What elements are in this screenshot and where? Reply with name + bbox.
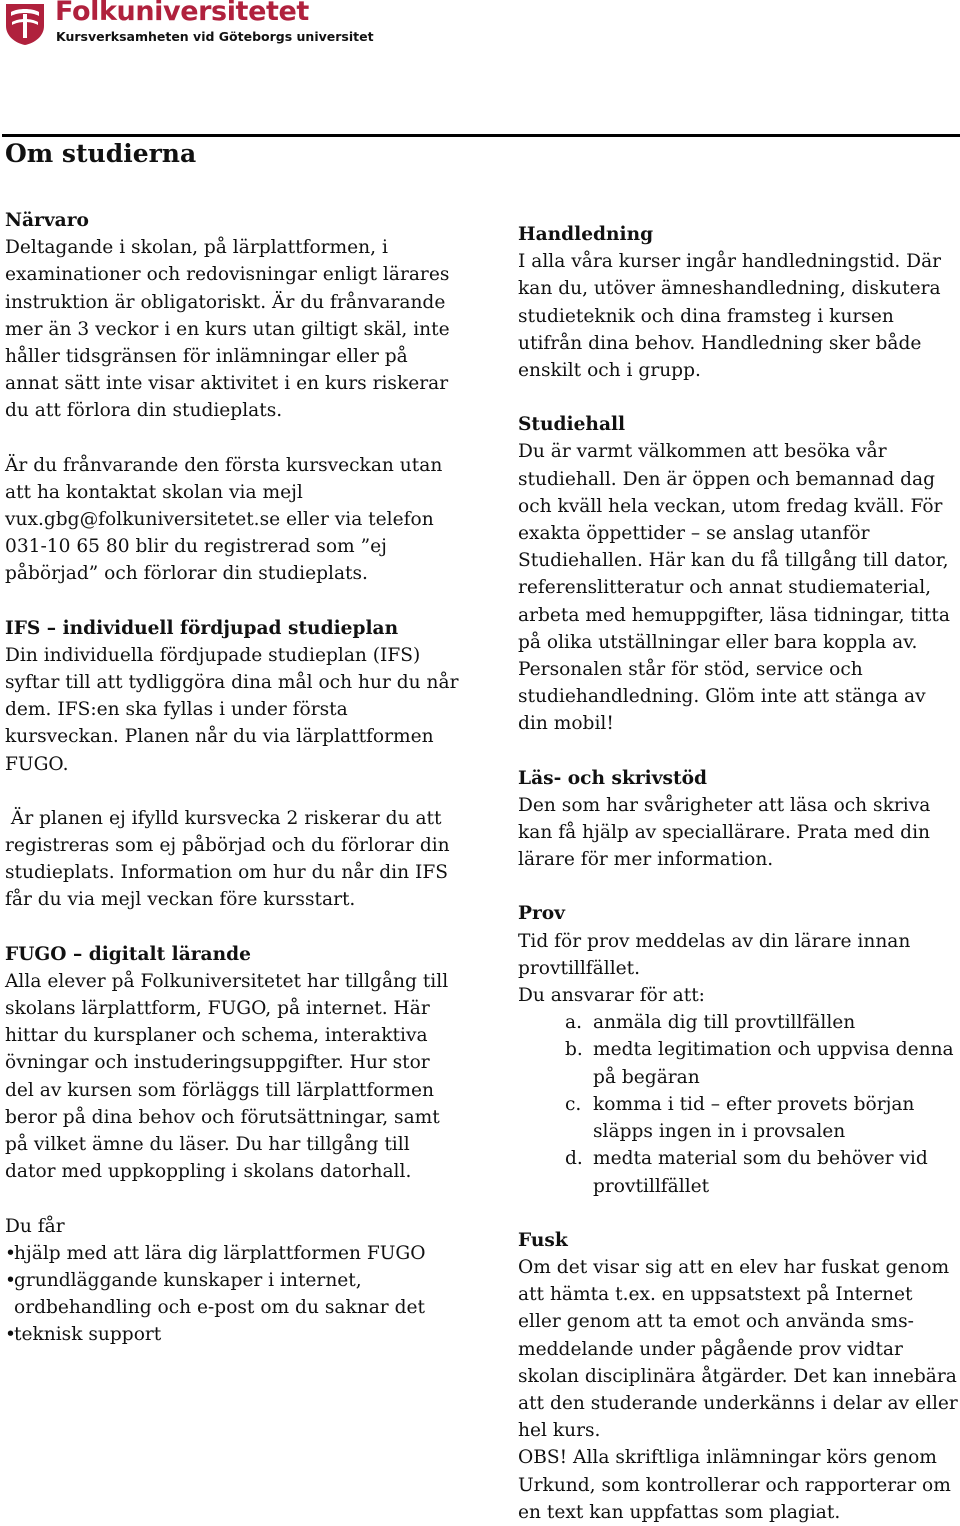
- section-heading-handledning: Handledning: [518, 224, 654, 245]
- section-heading-fusk: Fusk: [518, 1229, 568, 1251]
- fusk-paragraph-2: OBS! Alla skriftliga inlämningar körs genom Urkund, som kontrollerar och rapporterar om en text kan uppfattas som plagiat.: [518, 1447, 951, 1523]
- prov-paragraph-2: Du ansvarar för att:: [518, 985, 705, 1007]
- list-marker: b.: [565, 1039, 583, 1061]
- section-heading-prov: Prov: [518, 903, 565, 925]
- ifs-paragraph-1: Din individuella fördjupade studieplan (IFS) syftar till att tydliggöra dina mål och hur du når dem. IFS:en ska fyllas i under första kursveckan. Planen når du via lärplattformen FUGO.: [5, 644, 459, 775]
- list-marker: c.: [565, 1093, 582, 1115]
- narvaro-paragraph-2: Är du frånvarande den första kursveckan utan att ha kontaktat skolan via mejl vux.gbg@folkuniversitetet.se eller via telefon 031-10 65 80 blir du registrerad som ”ej påbörjad” och förlorar din studieplats.: [5, 454, 443, 585]
- left-column: [5, 207, 460, 1349]
- ifs-paragraph-2: Är planen ej ifylld kursvecka 2 riskerar du att registreras som ej påbörjad och du förlorar din studieplats. Information om hur du når din IFS får du via mejl veckan före kursstart.: [5, 807, 456, 911]
- list-marker: d.: [565, 1148, 583, 1170]
- fusk-paragraph-1: Om det visar sig att en elev har fuskat genom att hämta t.ex. en uppsatstext på Internet eller genom att ta emot och använda sms-meddelande under pågående prov vidtar skolan disciplinära åtgärder. Det kan innebära att den studerande underkänns i delar av eller hel kurs.: [518, 1256, 958, 1442]
- section-fugo: [5, 941, 460, 1349]
- list-marker: a.: [565, 1012, 582, 1034]
- list-item: • hjälp med att lära dig lärplattformen FUGO: [5, 1240, 460, 1267]
- section-narvaro: [5, 207, 460, 588]
- fugo-bullet-list: [5, 1240, 460, 1349]
- section-heading-fugo: FUGO – digitalt lärande: [5, 943, 251, 965]
- section-studiehall: [518, 411, 958, 737]
- section-heading-studiehall: Studiehall: [518, 414, 626, 436]
- list-item: a. anmäla dig till provtillfällen: [518, 1009, 958, 1036]
- section-heading-narvaro: Närvaro: [5, 210, 89, 231]
- prov-paragraph-1: Tid för prov meddelas av din lärare innan provtillfället.: [518, 930, 911, 979]
- las-skrivstod-paragraph: Den som har svårigheter att läsa och skriva kan få hjälp av speciallärare. Prata med din lärare för mer information.: [518, 794, 931, 871]
- list-item: d. medta material som du behöver vid provtillfället: [518, 1145, 958, 1199]
- section-ifs: [5, 615, 460, 914]
- section-las-skrivstod: [518, 765, 958, 874]
- bullet-icon: •: [5, 1242, 16, 1264]
- list-item: b. medta legitimation och uppvisa denna på begäran: [518, 1036, 958, 1090]
- list-item: • teknisk support: [5, 1321, 460, 1348]
- section-prov: [518, 900, 958, 1199]
- section-handledning: [518, 221, 958, 384]
- folkuniversitetet-logo-icon: [2, 0, 48, 46]
- studiehall-paragraph: Du är varmt välkommen att besöka vår studiehall. Den är öppen och bemannad dag och kväll hela veckan, utom fredag kväll. För exakta öppettider – se anslag utanför Studiehallen. Här kan du få tillgång till dator, referenslitteratur och annat studiematerial, arbeta med hemuppgifter, läsa tidningar, titta på olika utställningar eller bara koppla av. Personalen står för stöd, service och studiehandledning. Glöm inte att stänga av din mobil!: [518, 441, 950, 735]
- bullet-icon: •: [5, 1269, 16, 1291]
- list-item: • grundläggande kunskaper i internet, ordbehandling och e-post om du saknar det: [5, 1267, 460, 1321]
- section-heading-las-skrivstod: Läs- och skrivstöd: [518, 767, 707, 789]
- right-column: [518, 221, 958, 1526]
- section-heading-ifs: IFS – individuell fördjupad studieplan: [5, 617, 399, 639]
- narvaro-paragraph-1: Deltagande i skolan, på lärplattformen, i examinationer och redovisningar enligt lärares instruktion är obligatoriskt. Är du frånvarande mer än 3 veckor i en kurs utan giltigt skäl, inte håller tidsgränsen för inlämningar eller på annat sätt inte visar aktivitet i en kurs riskerar du att förlora din studieplats.: [5, 237, 450, 422]
- header: [0, 0, 960, 60]
- prov-list: [518, 1009, 958, 1199]
- handledning-paragraph: I alla våra kurser ingår handledningstid. Där kan du, utöver ämneshandledning, diskutera studieteknik och dina framsteg i kursen utifrån dina behov. Handledning sker både enskilt och i grupp.: [518, 251, 942, 382]
- list-item: c. komma i tid – efter provets början släpps ingen in i provsalen: [518, 1091, 958, 1145]
- page-title: Om studierna: [5, 139, 197, 168]
- fugo-paragraph-1: Alla elever på Folkuniversitetet har tillgång till skolans lärplattform, FUGO, på internet. Här hittar du kursplaner och schema, interaktiva övningar och instuderingsuppgifter. Hur stor del av kursen som förläggs till lärplattformen beror på dina behov och förutsättningar, samt på vilket ämne du läser. Du har tillgång till dator med uppkoppling i skolans datorhall.: [5, 970, 449, 1183]
- section-fusk: [518, 1227, 958, 1526]
- brand-name: Folkuniversitetet: [55, 0, 309, 27]
- fugo-du-far: Du får: [5, 1215, 65, 1237]
- header-divider: [2, 134, 960, 137]
- brand-subtitle: Kursverksamheten vid Göteborgs universitet: [56, 29, 374, 44]
- bullet-icon: •: [5, 1324, 16, 1346]
